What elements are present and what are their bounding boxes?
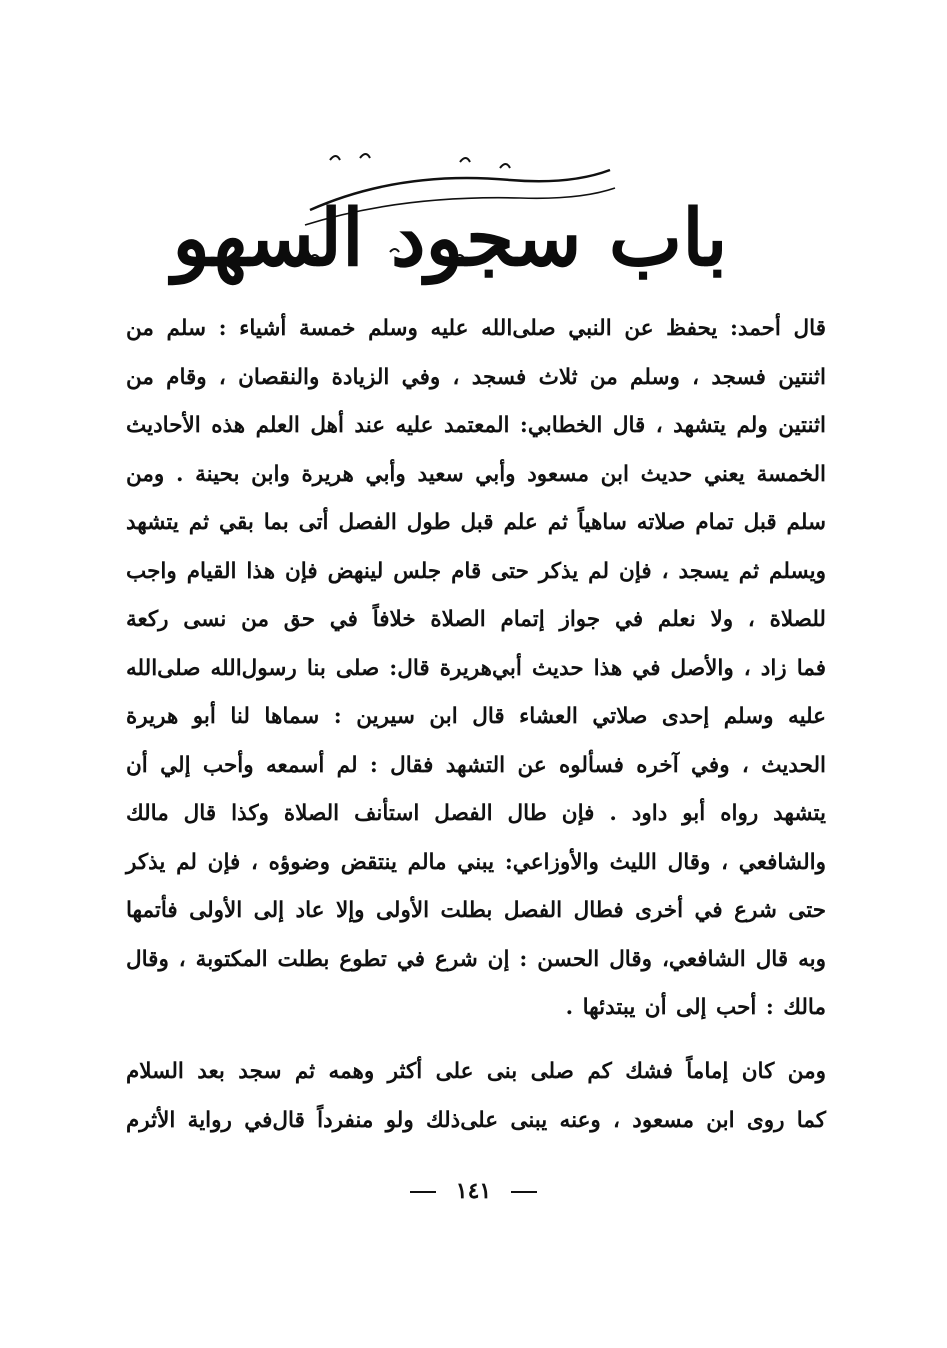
text-line: فما زاد ، والأصل في هذا حديث أبي‌هريرة قال: صلى بنا رسول‌الله صلى‌الله xyxy=(126,655,826,681)
text-line: الخمسة يعني حديث ابن مسعود وأبي سعيد وأبي هريرة وابن بحينة . ومن xyxy=(126,461,826,487)
page-number: ١٤١ xyxy=(455,1178,492,1204)
text-line: اثنتين ولم يتشهد ، قال الخطابي: المعتمد عليه عند أهل العلم هذه الأحاديث xyxy=(126,413,826,438)
dash-decoration xyxy=(410,1191,436,1193)
chapter-title: باب سجود السهو xyxy=(172,193,728,284)
flourish-mark xyxy=(330,156,340,160)
page-number-footer xyxy=(0,1178,947,1204)
text-line: للصلاة ، ولا نعلم في جواز إتمام الصلاة خلافاً في حق من نسى ركعة xyxy=(126,607,826,632)
dash-decoration xyxy=(511,1191,537,1193)
text-line: وبه قال الشافعي، وقال الحسن : إن شرع في تطوع بطلت المكتوبة ، وقال xyxy=(126,946,826,972)
text-line: سلم قبل تمام صلاته ساهياً ثم علم قبل طول الفصل أتى بما بقي ثم يتشهد xyxy=(126,510,826,535)
chapter-title-calligraphy xyxy=(172,140,728,300)
text-line: مالك : أحب إلى أن يبتدئها . xyxy=(565,995,826,1020)
text-line: كما روى ابن مسعود ، وعنه يبنى على‌ذلك ولو منفرداً قال‌في رواية الأثرم xyxy=(126,1107,826,1133)
text-line: قال أحمد: يحفظ عن النبي صلى‌الله عليه وسلم خمسة أشياء : سلم من xyxy=(126,316,826,341)
flourish-mark xyxy=(500,164,510,168)
flourish-mark xyxy=(360,154,370,158)
paragraph-2 xyxy=(126,1048,826,1145)
text-line: يتشهد رواه أبو داود . فإن طال الفصل استأنف الصلاة وكذا قال مالك xyxy=(126,801,826,826)
text-line: الحديث ، وفي آخره فسألوه عن التشهد فقال : لم أسمعه وأحب إلي أن xyxy=(126,752,826,778)
text-line: ومن كان إماماً فشك كم صلى بنى على أكثر وهمه ثم سجد بعد السلام xyxy=(126,1059,826,1084)
text-line: والشافعي ، وقال الليث والأوزاعي: يبني مالم ينتقض وضوؤه ، فإن لم يذكر xyxy=(126,849,826,875)
text-line: ويسلم ثم يسجد ، فإن لم يذكر حتى قام جلس لينهض فإن هذا القيام واجب xyxy=(126,558,826,584)
paragraph-1 xyxy=(126,305,826,1033)
calligraphy-title-svg xyxy=(172,140,728,300)
text-line: اثنتين فسجد ، وسلم من ثلاث فسجد ، وفي الزيادة والنقصان ، وقام من xyxy=(126,364,826,390)
flourish-mark xyxy=(460,158,470,162)
text-line: حتى شرع في أخرى فطال الفصل بطلت الأولى وإلا عاد إلى الأولى فأتمها xyxy=(126,898,826,923)
text-line: عليه وسلم إحدى صلاتي العشاء قال ابن سيرين : سماها لنا أبو هريرة xyxy=(126,704,826,729)
